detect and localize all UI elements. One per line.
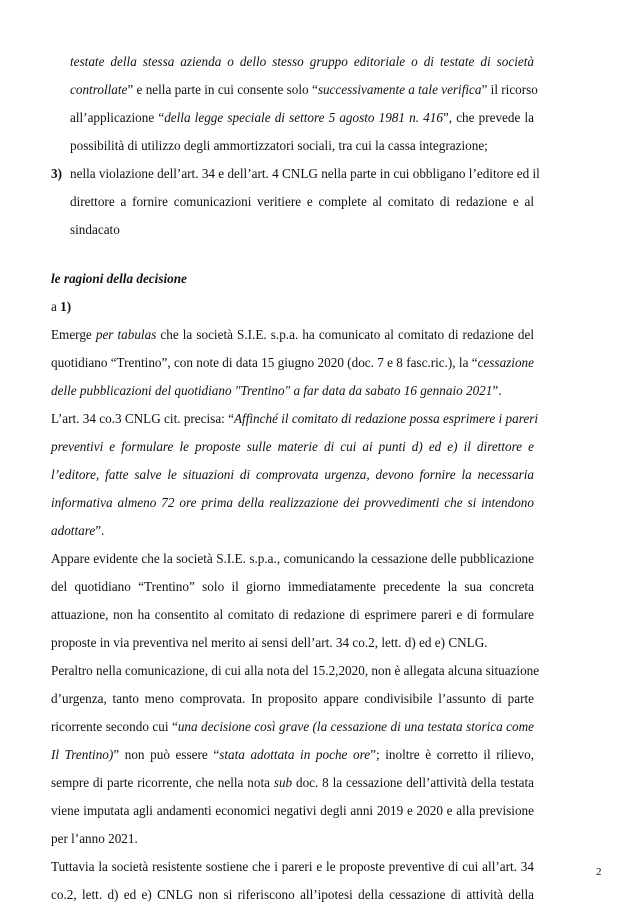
text-line bbox=[51, 831, 534, 847]
text-run: per tabulas bbox=[95, 327, 157, 342]
text-line bbox=[70, 222, 534, 238]
text-line bbox=[51, 411, 538, 427]
text-run: Il Trentino) bbox=[51, 747, 114, 762]
text-run: informativa almeno 72 ore prima della realizzazione dei provvedimenti che si intendono bbox=[51, 495, 534, 510]
text-line bbox=[70, 138, 534, 154]
text-run: doc. 8 la cessazione dell’attività della testata bbox=[292, 775, 534, 790]
text-line bbox=[51, 663, 540, 679]
text-run: ” e nella parte in cui consente solo “ bbox=[127, 82, 318, 97]
text-run: sub bbox=[273, 775, 293, 790]
text-line bbox=[51, 523, 534, 539]
page-number: 2 bbox=[596, 866, 602, 878]
text-line bbox=[51, 495, 534, 511]
text-run: ”; inoltre è corretto il rilievo, bbox=[370, 747, 534, 762]
text-run: nella violazione dell’art. 34 e dell’art. 4 CNLG nella parte in cui obbligano l’editore ed il bbox=[70, 166, 540, 181]
section-heading bbox=[51, 271, 534, 287]
text-run: della legge speciale di settore 5 agosto 1981 n. 416 bbox=[164, 110, 443, 125]
list-marker: 3) bbox=[51, 166, 62, 181]
text-run: ”. bbox=[95, 523, 105, 538]
text-line bbox=[51, 467, 534, 483]
text-run: a bbox=[51, 299, 61, 314]
text-run: ” non può essere “ bbox=[113, 747, 220, 762]
text-run: Appare evidente che la società S.I.E. s.p.a., comunicando la cessazione delle pubblicazione bbox=[51, 551, 534, 566]
text-run: Peraltro nella comunicazione, di cui alla nota del 15.2,2020, non è allegata alcuna situazione bbox=[51, 663, 540, 678]
text-line bbox=[51, 747, 534, 763]
text-run: controllate bbox=[70, 82, 128, 97]
text-line bbox=[51, 579, 534, 595]
text-run: ”, che prevede la bbox=[442, 110, 534, 125]
text-line bbox=[70, 194, 534, 210]
text-line bbox=[51, 859, 534, 875]
text-run: per l’anno 2021. bbox=[51, 831, 138, 846]
text-run: 1) bbox=[60, 299, 72, 314]
text-line bbox=[51, 383, 534, 399]
text-run: che la società S.I.E. s.p.a. ha comunicato al comitato di redazione del bbox=[156, 327, 534, 342]
text-run: successivamente a tale verifica bbox=[317, 82, 482, 97]
text-run: co.2, lett. d) ed e) CNLG non si riferiscono all’ipotesi della cessazione di attività della bbox=[51, 887, 534, 902]
text-line bbox=[51, 719, 534, 735]
text-run: possibilità di utilizzo degli ammortizzatori sociali, tra cui la cassa integrazione; bbox=[70, 138, 488, 153]
text-run: ricorrente secondo cui “ bbox=[51, 719, 178, 734]
text-run: ” il ricorso bbox=[481, 82, 538, 97]
text-line bbox=[70, 82, 538, 98]
text-line bbox=[70, 110, 534, 126]
text-line bbox=[51, 439, 534, 455]
text-run: preventivi e formulare le proposte sulle materie di cui ai punti d) ed e) il direttore e bbox=[51, 439, 534, 454]
text-run: stata adottata in poche ore bbox=[219, 747, 371, 762]
text-run: ”. bbox=[492, 383, 502, 398]
text-run: Emerge bbox=[51, 327, 96, 342]
text-run: testate della stessa azienda o dello stesso gruppo editoriale o di testate di società bbox=[70, 54, 534, 69]
text-run: proposte in via preventiva nel merito ai sensi dell’art. 34 co.2, lett. d) ed e) CNLG. bbox=[51, 635, 488, 650]
text-line bbox=[51, 803, 534, 819]
text-run: del quotidiano “Trentino” solo il giorno immediatamente precedente la sua concreta bbox=[51, 579, 534, 594]
text-run: quotidiano “Trentino”, con note di data 15 giugno 2020 (doc. 7 e 8 fasc.ric.), la “ bbox=[51, 355, 478, 370]
text-line bbox=[51, 691, 534, 707]
text-run: attuazione, non ha consentito al comitato di redazione di esprimere pareri e di formulare bbox=[51, 607, 534, 622]
text-run: direttore a fornire comunicazioni veritiere e complete al comitato di redazione e al bbox=[70, 194, 534, 209]
text-run: le ragioni della decisione bbox=[51, 271, 187, 286]
text-run: una decisione così grave (la cessazione di una testata storica come bbox=[177, 719, 534, 734]
text-run: L’art. 34 co.3 CNLG cit. precisa: “ bbox=[51, 411, 234, 426]
text-line bbox=[51, 551, 534, 567]
text-run: viene imputata agli andamenti economici negativi degli anni 2019 e 2020 e alla previsione bbox=[51, 803, 534, 818]
text-run: Tuttavia la società resistente sostiene che i pareri e le proposte preventive di cui all’art. 34 bbox=[51, 859, 534, 874]
text-line bbox=[51, 635, 534, 651]
text-line bbox=[51, 887, 534, 903]
text-run: Affinché il comitato di redazione possa esprimere i pareri bbox=[233, 411, 538, 426]
text-line bbox=[51, 775, 534, 791]
text-run: sempre di parte ricorrente, che nella nota bbox=[51, 775, 274, 790]
text-line bbox=[70, 166, 540, 182]
text-run: l’editore, fatte salve le situazioni di comprovata urgenza, devono fornire la necessaria bbox=[51, 467, 534, 482]
text-line bbox=[70, 54, 534, 70]
text-run: sindacato bbox=[70, 222, 120, 237]
text-run: delle pubblicazioni del quotidiano "Trentino" a far data da sabato 16 gennaio 2021 bbox=[51, 383, 493, 398]
text-line bbox=[51, 607, 534, 623]
text-line bbox=[51, 327, 534, 343]
text-run: d’urgenza, tanto meno comprovata. In proposito appare condivisibile l’assunto di parte bbox=[51, 691, 534, 706]
text-run: cessazione bbox=[477, 355, 534, 370]
text-run: all’applicazione “ bbox=[70, 110, 165, 125]
text-run: adottare bbox=[51, 523, 96, 538]
text-line bbox=[51, 355, 534, 371]
subsection-label bbox=[51, 299, 534, 315]
